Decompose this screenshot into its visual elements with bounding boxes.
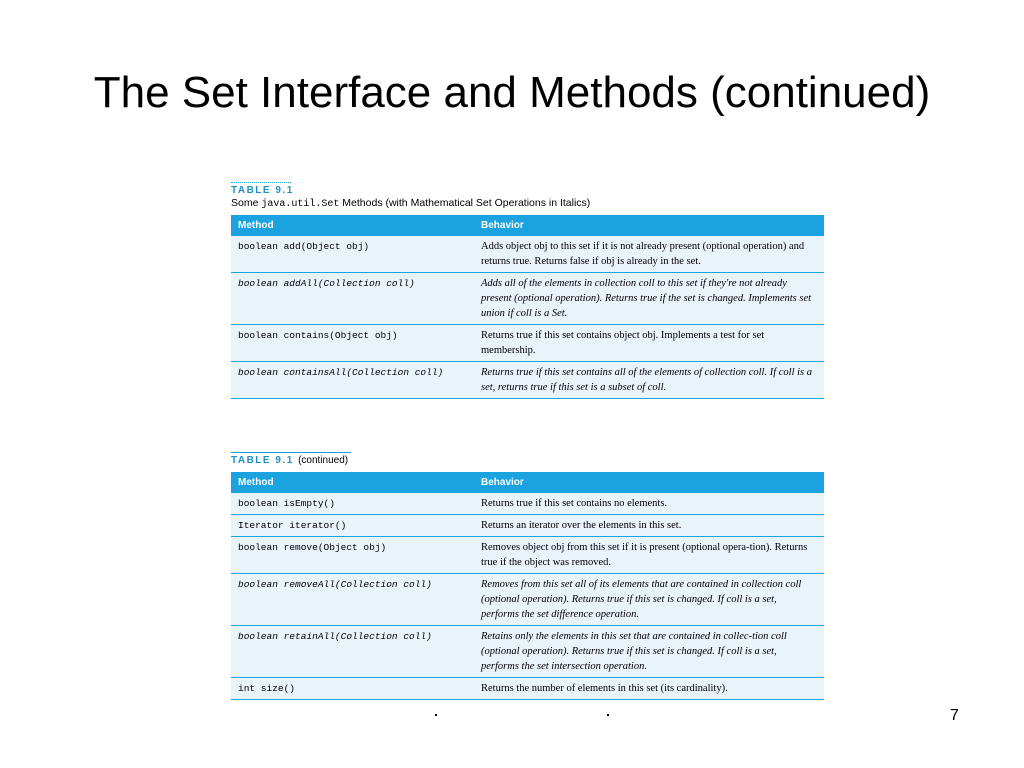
behavior-cell: Returns true if this set contains no elements.	[474, 493, 824, 515]
method-cell: boolean retainAll(Collection coll)	[231, 626, 474, 678]
table-figure-1	[231, 182, 824, 399]
table-figure-2	[231, 452, 824, 700]
behavior-cell: Returns the number of elements in this set (its cardinality).	[474, 678, 824, 700]
table-row	[231, 236, 824, 273]
caption-code: java.util.Set	[261, 199, 340, 210]
method-cell: boolean add(Object obj)	[231, 236, 474, 273]
methods-table-continued	[231, 472, 824, 700]
behavior-cell: Returns true if this set contains object obj. Implements a test for set membership.	[474, 325, 824, 362]
behavior-cell: Adds object obj to this set if it is not already present (optional operation) and returns true. Returns false if obj is already in the set.	[474, 236, 824, 273]
method-cell: boolean isEmpty()	[231, 493, 474, 515]
table-caption	[231, 197, 824, 210]
table-row	[231, 493, 824, 515]
header-method: Method	[231, 215, 474, 236]
table-label	[231, 455, 824, 466]
method-cell: boolean containsAll(Collection coll)	[231, 362, 474, 399]
behavior-cell: Adds all of the elements in collection coll to this set if they're not already present (optional operation). Returns true if the set is changed. Implements set union if coll is a Set.	[474, 273, 824, 325]
methods-table	[231, 215, 824, 399]
table-row	[231, 574, 824, 626]
behavior-cell: Returns true if this set contains all of the elements of collection coll. If coll is a set, returns true if this set is a subset of coll.	[474, 362, 824, 399]
table-row	[231, 362, 824, 399]
method-cell: boolean removeAll(Collection coll)	[231, 574, 474, 626]
footer-dot	[607, 714, 609, 716]
header-method: Method	[231, 472, 474, 493]
caption-text: Some	[231, 197, 262, 209]
method-cell: Iterator iterator()	[231, 515, 474, 537]
table-row	[231, 325, 824, 362]
table-row	[231, 515, 824, 537]
method-cell: int size()	[231, 678, 474, 700]
footer-dot	[435, 714, 437, 716]
behavior-cell: Removes object obj from this set if it is present (optional opera-tion). Returns true if the object was removed.	[474, 537, 824, 574]
table-row	[231, 537, 824, 574]
table-row	[231, 678, 824, 700]
method-cell: boolean contains(Object obj)	[231, 325, 474, 362]
table-label-continued: (continued)	[298, 455, 349, 466]
table-row	[231, 273, 824, 325]
table-header-row	[231, 215, 824, 236]
figure-rule	[231, 452, 351, 453]
behavior-cell: Removes from this set all of its elements that are contained in collection coll (optional operation). Returns true if this set is changed. If coll is a set, performs the set difference operation.	[474, 574, 824, 626]
table-label-text: TABLE 9.1	[231, 455, 294, 466]
method-cell: boolean remove(Object obj)	[231, 537, 474, 574]
page-number: 7	[950, 707, 959, 724]
table-row	[231, 626, 824, 678]
caption-text: Methods (with Mathematical Set Operations in Italics)	[339, 197, 591, 209]
behavior-cell: Retains only the elements in this set that are contained in collec-tion coll (optional operation). Returns true if this set is changed. If coll is a set, performs the set intersection operation.	[474, 626, 824, 678]
table-label: TABLE 9.1	[231, 185, 294, 196]
header-behavior: Behavior	[474, 472, 824, 493]
header-behavior: Behavior	[474, 215, 824, 236]
table-header-row	[231, 472, 824, 493]
figure-rule	[231, 182, 291, 183]
slide-title: The Set Interface and Methods (continued)	[93, 68, 931, 117]
method-cell: boolean addAll(Collection coll)	[231, 273, 474, 325]
behavior-cell: Returns an iterator over the elements in this set.	[474, 515, 824, 537]
